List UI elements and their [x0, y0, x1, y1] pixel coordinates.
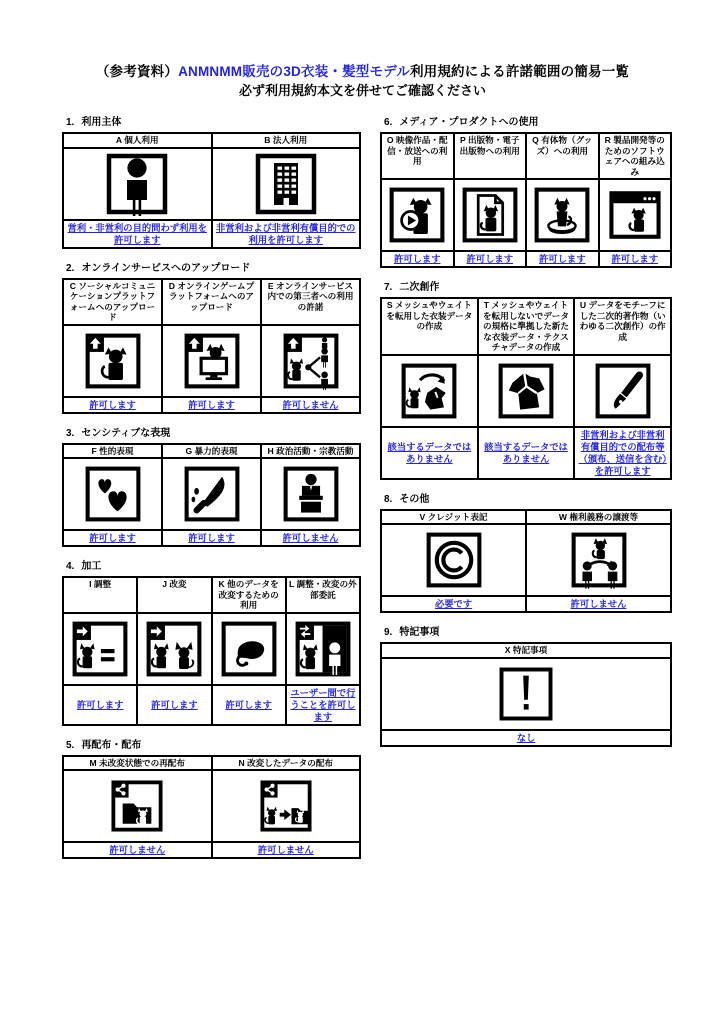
item-result: 許可しません	[282, 533, 339, 543]
item-icon-cell	[454, 179, 527, 251]
item-icon-cell	[212, 770, 361, 842]
item-result-cell	[63, 685, 137, 725]
item-icon-cell	[478, 355, 575, 427]
page-subtitle: 必ず利用規約本文を併せてご確認ください	[238, 83, 486, 98]
item-label-cell	[286, 577, 360, 613]
item-result: 許可します	[188, 533, 235, 543]
section-heading	[384, 281, 672, 294]
item-result: 非営利および非営利有償目的での利用を許可します	[216, 222, 356, 245]
section-number: 2.	[66, 262, 75, 274]
title-highlight: ANMNMM販売の3D衣装・髪型モデル	[178, 64, 410, 79]
item-result: 許可します	[466, 254, 513, 264]
item-label: Q 有体物（グッズ）への利用	[532, 135, 593, 156]
item-icon-cell	[63, 458, 162, 530]
item-label: I 調整	[89, 579, 112, 589]
item-label: F 性的表現	[91, 445, 134, 456]
item-label-cell	[63, 756, 212, 771]
knife-icon	[183, 465, 241, 523]
item-label-cell	[63, 577, 137, 613]
video-icon	[388, 186, 446, 244]
item-label: G 暴力的表現	[185, 445, 238, 456]
item-icon-cell	[63, 148, 212, 220]
goods-icon	[533, 186, 591, 244]
item-label-cell	[454, 133, 527, 179]
right-column	[380, 116, 672, 760]
permission-table	[380, 509, 672, 614]
item-label-cell	[63, 279, 162, 325]
left-column	[62, 116, 361, 872]
item-label-cell	[574, 298, 671, 355]
item-label: T メッシュやウェイトを転用しないでデータの規格に準拠した新たな衣装データ・テクスチャデータの作成	[483, 300, 569, 352]
item-icon-cell	[381, 179, 454, 251]
item-result-cell	[381, 596, 526, 612]
item-label: K 他のデータを改変するための利用	[218, 579, 279, 610]
item-label-cell	[212, 133, 361, 148]
item-icon-cell	[63, 325, 162, 397]
copyright-icon	[425, 531, 483, 589]
item-label: R 製品開発等のためのソフトウェアへの組み込み	[604, 135, 665, 177]
item-icon-cell	[599, 179, 672, 251]
permission-table	[62, 278, 361, 414]
mesh-reuse-icon	[400, 362, 458, 420]
section-利用主体	[62, 116, 361, 249]
item-result-cell	[478, 427, 575, 479]
section-heading-label: その他	[399, 493, 430, 505]
item-icon-cell	[526, 524, 671, 596]
permission-table	[380, 642, 672, 747]
item-result: ユーザー間で行うことを許可します	[290, 687, 356, 722]
section-number: 4.	[66, 561, 75, 572]
software-icon	[606, 186, 664, 244]
icon-row	[63, 458, 360, 530]
item-label: P 出版物・電子出版物への利用	[459, 135, 520, 156]
rights-transfer-icon	[570, 531, 628, 589]
section-heading	[66, 427, 361, 440]
icon-row	[63, 613, 360, 685]
item-icon-cell	[212, 613, 286, 685]
header-row	[381, 643, 671, 658]
person-icon	[105, 152, 169, 216]
item-icon-cell	[212, 148, 361, 220]
header-row	[381, 510, 671, 525]
item-label-cell	[526, 133, 599, 179]
building-icon	[254, 152, 318, 216]
section-number: 1.	[66, 117, 75, 128]
item-icon-cell	[137, 613, 211, 685]
item-label: M 未改変状態での再配布	[89, 757, 185, 768]
item-label-cell	[599, 133, 672, 179]
item-result: 許可します	[89, 533, 136, 543]
convert-icon	[220, 620, 278, 678]
item-result: 許可します	[225, 699, 272, 710]
header-row	[63, 756, 360, 771]
item-icon-cell	[526, 179, 599, 251]
permission-table	[62, 755, 361, 860]
section-heading	[384, 493, 672, 506]
item-label: W 権利義務の譲渡等	[558, 511, 639, 522]
item-result-cell	[261, 397, 360, 413]
item-result-cell	[63, 530, 162, 546]
item-result: 許可します	[188, 399, 235, 410]
result-row	[381, 427, 671, 479]
item-result: 該当するデータではありません	[387, 441, 472, 464]
item-result-cell	[162, 530, 261, 546]
item-label: U データをモチーフにした二次的著作物（いわゆる二次創作）の作成	[579, 300, 666, 342]
item-icon-cell	[381, 658, 671, 730]
item-label: E オンラインサービス内での第三者への利用の許諾	[267, 280, 354, 312]
section-number: 7.	[384, 282, 393, 293]
section-number: 8.	[384, 493, 393, 505]
item-label-cell	[162, 279, 261, 325]
page-title	[0, 60, 725, 80]
section-heading	[66, 116, 361, 129]
item-label-cell	[212, 577, 286, 613]
item-result-cell	[381, 251, 454, 267]
item-result-cell	[526, 251, 599, 267]
result-row	[381, 596, 671, 612]
section-heading-label: 利用主体	[81, 117, 122, 128]
section-heading-label: 再配布・配布	[81, 739, 142, 751]
item-icon-cell	[162, 325, 261, 397]
item-result-cell	[381, 427, 478, 479]
item-result-cell	[574, 427, 671, 479]
item-result-cell	[212, 842, 361, 858]
result-row	[381, 730, 671, 746]
item-result: 許可しません	[109, 845, 166, 855]
item-label: B 法人利用	[264, 135, 308, 145]
outsource-icon	[294, 620, 352, 678]
icon-row	[63, 148, 360, 220]
item-label: O 映像作品・配信・放送への利用	[386, 135, 448, 166]
item-label: L 調整・改変の外部委託	[289, 579, 357, 600]
item-result: 許可します	[394, 254, 441, 264]
item-result-cell	[212, 685, 286, 725]
item-label-cell	[212, 756, 361, 771]
item-result: 許可します	[76, 699, 124, 710]
icon-row	[381, 179, 671, 251]
item-result: 許可します	[539, 254, 586, 264]
header-row	[63, 279, 360, 325]
item-result-cell	[63, 842, 212, 858]
result-row	[63, 530, 360, 546]
section-number: 5.	[66, 739, 75, 751]
item-label-cell	[137, 577, 211, 613]
upload-third-party-icon	[282, 332, 340, 390]
permission-table	[62, 576, 361, 726]
item-label-cell	[162, 444, 261, 459]
item-result: 許可します	[151, 699, 198, 710]
result-row	[63, 685, 360, 725]
section-オンラインサービスへのアップロード	[62, 262, 361, 414]
icon-row	[63, 325, 360, 397]
permission-table	[62, 443, 361, 548]
item-result: 許可しません	[257, 845, 314, 855]
section-heading	[66, 739, 361, 752]
header-row	[63, 577, 360, 613]
item-result-cell	[137, 685, 211, 725]
permission-table	[62, 132, 361, 249]
item-icon-cell	[381, 524, 526, 596]
item-icon-cell	[574, 355, 671, 427]
section-heading-label: メディア・プロダクトへの使用	[399, 117, 539, 128]
item-result-cell	[261, 530, 360, 546]
header-row	[63, 133, 360, 148]
item-result-cell	[63, 397, 162, 413]
item-result: 許可しません	[570, 599, 627, 609]
item-result: 該当するデータではありません	[484, 441, 568, 464]
section-加工	[62, 560, 361, 726]
section-heading	[66, 262, 361, 275]
item-label-cell	[381, 510, 526, 525]
adjust-icon	[71, 620, 129, 678]
item-label: H 政治活動・宗教活動	[267, 445, 354, 456]
item-label: C ソーシャルコミュニケーションプラットフォームへのアップロード	[69, 280, 156, 322]
hearts-icon	[84, 465, 142, 523]
item-result-cell	[212, 220, 361, 248]
permission-table	[380, 297, 672, 480]
item-icon-cell	[381, 355, 478, 427]
section-heading	[384, 626, 672, 639]
item-label-cell	[63, 444, 162, 459]
item-label-cell	[526, 510, 671, 525]
section-number: 3.	[66, 427, 75, 439]
item-result: 許可しません	[282, 399, 339, 410]
item-icon-cell	[162, 458, 261, 530]
icon-row	[381, 658, 671, 730]
item-result-cell	[454, 251, 527, 267]
section-heading-label: 加工	[81, 561, 102, 572]
section-再配布・配布	[62, 739, 361, 860]
item-icon-cell	[261, 325, 360, 397]
item-label: N 改変したデータの配布	[238, 757, 334, 768]
item-result-cell	[286, 685, 360, 725]
icon-row	[381, 524, 671, 596]
publication-icon	[461, 186, 519, 244]
item-icon-cell	[63, 770, 212, 842]
section-number: 6.	[384, 117, 393, 128]
section-メディア・プロダクトへの使用	[380, 116, 672, 268]
item-label-cell	[381, 133, 454, 179]
upload-game-icon	[183, 332, 241, 390]
item-result: 許可します	[89, 399, 136, 410]
item-label: V クレジット表記	[419, 511, 488, 522]
icon-row	[381, 355, 671, 427]
icon-row	[63, 770, 360, 842]
item-result-cell	[162, 397, 261, 413]
item-result: 許可します	[611, 254, 658, 264]
item-result: なし	[516, 732, 536, 743]
item-label-cell	[261, 279, 360, 325]
item-label-cell	[63, 133, 212, 148]
item-label: D オンラインゲームプラットフォームへのアップロード	[168, 280, 255, 312]
item-result-cell	[63, 220, 212, 248]
title-suffix: 利用規約による許諾範囲の簡易一覧	[409, 64, 630, 79]
item-result-cell	[526, 596, 671, 612]
item-label: A 個人利用	[115, 135, 159, 145]
item-result-cell	[381, 730, 671, 746]
section-number: 9.	[384, 627, 393, 638]
item-result-cell	[599, 251, 672, 267]
fanwork-pen-icon	[594, 362, 652, 420]
item-icon-cell	[63, 613, 137, 685]
header-row	[63, 444, 360, 459]
item-label-cell	[261, 444, 360, 459]
header-row	[381, 298, 671, 355]
result-row	[63, 220, 360, 248]
result-row	[63, 397, 360, 413]
item-label-cell	[381, 643, 671, 658]
item-result: 営利・非営利の目的問わず利用を許可します	[67, 222, 207, 245]
header-row	[381, 133, 671, 179]
section-センシティブな表現	[62, 427, 361, 548]
item-icon-cell	[261, 458, 360, 530]
item-icon-cell	[286, 613, 360, 685]
section-二次創作	[380, 281, 672, 480]
upload-social-icon	[84, 332, 142, 390]
item-result: 非営利および非営利有償目的での配布等（頒布、送信を含む）を許可します	[578, 429, 667, 476]
section-heading-label: オンラインサービスへのアップロード	[81, 262, 251, 274]
item-label-cell	[478, 298, 575, 355]
section-その他	[380, 493, 672, 614]
redistribution-icon	[110, 779, 164, 833]
result-row	[63, 842, 360, 858]
section-特記事項	[380, 626, 672, 747]
section-heading-label: 特記事項	[399, 627, 440, 638]
item-result: 必要です	[434, 599, 473, 609]
item-label: X 特記事項	[504, 645, 548, 655]
section-heading	[66, 560, 361, 573]
modify-icon	[145, 620, 203, 678]
podium-icon	[282, 465, 340, 523]
permission-table	[380, 132, 672, 268]
item-label: J 改変	[162, 579, 187, 589]
item-label-cell	[381, 298, 478, 355]
section-heading-label: センシティブな表現	[81, 427, 171, 439]
section-heading-label: 二次創作	[399, 282, 440, 293]
item-label: S メッシュやウェイトを転用した衣装データの作成	[386, 300, 473, 331]
title-prefix: （参考資料）	[95, 64, 179, 79]
section-heading	[384, 116, 672, 129]
modified-distribution-icon	[259, 779, 313, 833]
exclamation-icon	[498, 666, 554, 722]
new-costume-icon	[497, 362, 555, 420]
result-row	[381, 251, 671, 267]
